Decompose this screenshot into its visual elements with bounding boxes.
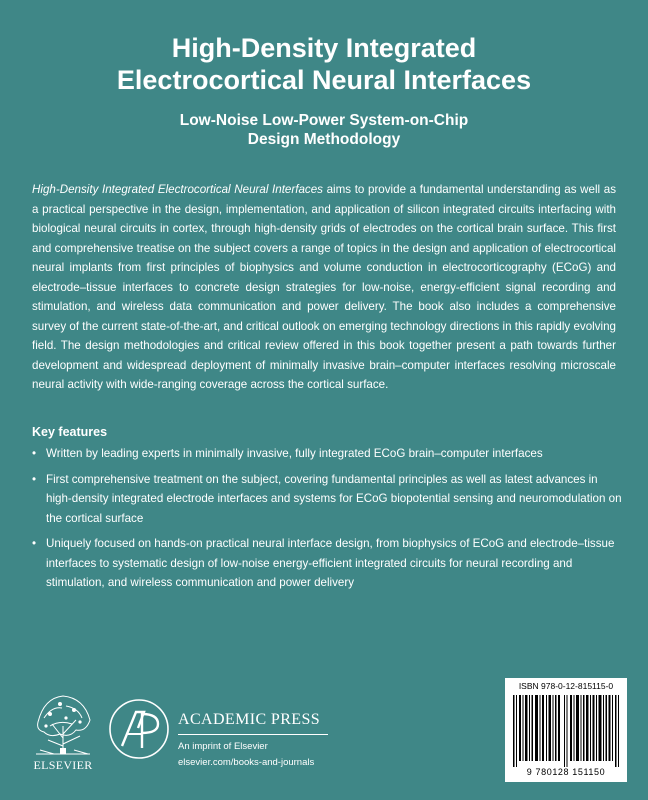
divider <box>178 734 328 735</box>
key-features-heading: Key features <box>32 425 108 439</box>
academic-press-name: ACADEMIC PRESS <box>178 711 321 728</box>
subtitle-line-1: Low-Noise Low-Power System-on-Chip <box>179 112 469 129</box>
description-title-italic: High-Density Integrated Electrocortical Neural Interfaces <box>32 183 323 196</box>
list-item <box>32 534 622 593</box>
elsevier-wordmark: ELSEVIER <box>33 758 93 772</box>
title-line-1: High-Density Integrated <box>171 33 477 63</box>
book-subtitle <box>0 111 648 149</box>
subtitle-line-2: Design Methodology <box>247 131 401 148</box>
academic-press-logo-icon <box>108 698 170 760</box>
bullet-icon: • <box>32 537 37 550</box>
key-feature-text: Uniquely focused on hands-on practical neural interface design, from biophysics of ECoG and electrode–tissue interfaces to systematic design of low-noise energy-efficient integrated circuits for neural recording and stimulation, and wireless communication and power delivery <box>46 537 615 589</box>
key-feature-text: First comprehensive treatment on the subject, covering fundamental principles as well as latest advances in high-density integrated electrode interfaces and systems for ECoG biopotential sensing and neuromodulation on the cortical surface <box>46 472 622 525</box>
title-line-2: Electrocortical Neural Interfaces <box>116 65 532 95</box>
list-item <box>32 470 622 529</box>
key-feature-text: Written by leading experts in minimally invasive, fully integrated ECoG brain–computer interfaces <box>46 447 543 460</box>
key-features-list <box>32 444 622 599</box>
imprint-statement: An imprint of Elsevier <box>178 741 268 752</box>
description-paragraph <box>32 180 616 395</box>
book-title <box>0 32 648 96</box>
description-text: aims to provide a fundamental understanding as well as a practical perspective in the design, implementation, and application of silicon integrated circuits interfacing with biological neural circuits in cortex, through high-density grids of electrodes on the cortical brain surface. This first and comprehensive treatise on the subject covers a range of topics in the design and application of electrocortical neural implants from first principles of biophysics and volume conduction in electrocorticography (ECoG) and electrode–tissue interfaces to concrete design strategies for low-noise, energy-efficient signal recording and stimulation, and wireless data communication and power delivery. The book also includes a comprehensive survey of the current state-of-the-art, and critical outlook on emerging technology directions in this rapidly evolving field. The design methodologies and critical review offered in this book together present a path towards further development and widespread deployment of minimally invasive brain–computer interfaces resolving microscale neural activity with wide-ranging coverage across the cortical surface. <box>32 183 616 391</box>
bullet-icon: • <box>32 472 37 486</box>
publisher-url[interactable]: elsevier.com/books-and-journals <box>178 757 315 768</box>
barcode-bars <box>511 695 621 767</box>
barcode-digits: 9 780128 151150 <box>526 767 606 777</box>
list-item <box>32 444 622 464</box>
isbn-number: ISBN 978-0-12-815115-0 <box>518 681 614 691</box>
isbn-barcode <box>505 678 627 782</box>
bullet-icon: • <box>32 447 37 460</box>
